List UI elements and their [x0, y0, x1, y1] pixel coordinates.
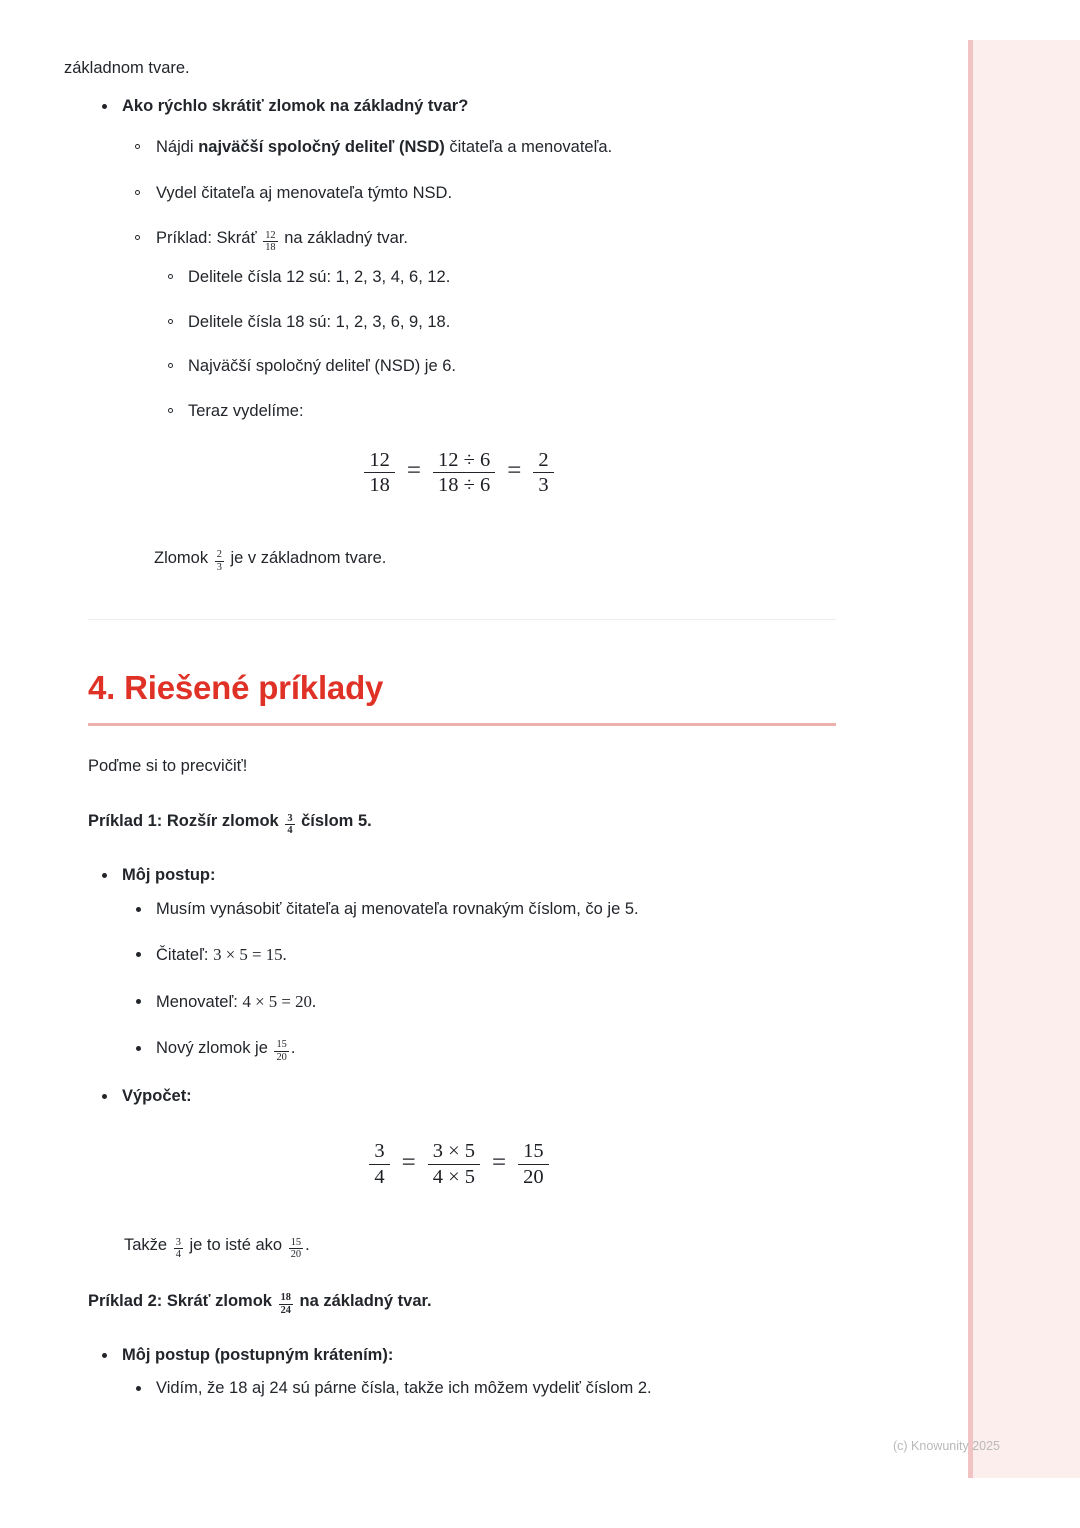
example-1-title-suffix: číslom 5. [296, 812, 372, 831]
substep-text: Delitele čísla 18 sú: 1, 2, 3, 6, 9, 18. [188, 312, 451, 331]
fraction-denominator: 4 [175, 1249, 181, 1261]
steps-list [122, 135, 836, 424]
fraction-numerator: 12 [265, 229, 276, 241]
list-item-step-divide [122, 181, 836, 206]
fraction-numerator: 12 [369, 448, 390, 471]
section-heading-underline [88, 723, 836, 726]
fraction-denominator: 18 ÷ 6 [433, 472, 495, 498]
conclusion-suffix: . [305, 1236, 310, 1255]
step-text: Vydel čitateľa aj menovateľa týmto NSD. [156, 183, 453, 202]
fraction-numerator: 12 ÷ 6 [437, 448, 491, 471]
list-item-moj-postup-1 [88, 863, 836, 1064]
bullet-heading-text: Ako rýchlo skrátiť zlomok na základný tvar? [122, 97, 469, 115]
formula-fraction-middle [428, 1139, 480, 1189]
fraction-denominator: 3 [533, 472, 553, 498]
fraction-denominator: 18 [265, 242, 276, 254]
document-body [88, 0, 836, 1422]
list-item-new-fraction [122, 1036, 836, 1064]
fraction-numerator: 15 [276, 1039, 287, 1051]
page-title-section-4: 4. Riešené príklady [88, 668, 384, 706]
example-1-title-prefix: Príklad 1: Rozšír zlomok [88, 812, 284, 831]
list-item-nsd-value [156, 354, 836, 379]
fraction-numerator: 3 [374, 1140, 385, 1163]
fraction-numerator: 3 × 5 [432, 1140, 476, 1163]
moj-postup-label: Môj postup (postupným krátením): [122, 1345, 394, 1364]
example-1-conclusion [124, 1233, 836, 1261]
formula-fraction-middle [433, 448, 495, 498]
list-item-step-multiply [122, 897, 836, 922]
example-2-steps-list [122, 1376, 836, 1401]
step-math: 4 × 5 = 20. [242, 992, 317, 1012]
fraction-denominator: 20 [518, 1164, 549, 1190]
conclusion-prefix: Takže [124, 1236, 172, 1255]
moj-postup-label: Môj postup: [122, 865, 216, 884]
equals-sign: = [492, 1148, 507, 1176]
step-bold: najväčší spoločný deliteľ (NSD) [198, 137, 445, 156]
fraction-numerator: 2 [538, 448, 549, 471]
list-item-moj-postup-2 [88, 1343, 836, 1402]
inline-fraction-18-24 [279, 1292, 293, 1316]
display-formula-expand-3-4 [82, 1139, 836, 1189]
fraction-denominator: 20 [290, 1249, 302, 1261]
step-math: 3 × 5 = 15. [213, 945, 287, 965]
formula-fraction-left [369, 1139, 389, 1189]
continuation-text: základnom tvare. [64, 59, 190, 77]
step-text: Vidím, že 18 aj 24 sú párne čísla, takže ich môžem vydeliť číslom 2. [156, 1379, 652, 1398]
closing-paragraph-basic-form [154, 546, 836, 574]
inline-fraction-12-18 [263, 230, 277, 254]
inline-fraction-3-4 [285, 813, 294, 837]
fraction-denominator: 24 [280, 1304, 291, 1316]
substep-text: Najväčší spoločný deliteľ (NSD) je 6. [188, 357, 456, 376]
example-1-list [88, 863, 836, 1109]
substep-text: Delitele čísla 12 sú: 1, 2, 3, 4, 6, 12. [188, 267, 451, 286]
example-2-list [88, 1343, 836, 1402]
example-1-steps-list [122, 897, 836, 1064]
step-label: Menovateľ: [156, 993, 243, 1012]
closing-prefix: Zlomok [154, 548, 213, 567]
list-item-denominator-calc [122, 989, 836, 1015]
list-item-numerator-calc [122, 942, 836, 968]
example-1-title [88, 809, 836, 837]
display-formula-reduce-12-18 [82, 448, 836, 498]
list-item-heading-question [88, 94, 836, 424]
fraction-numerator: 15 [523, 1140, 544, 1163]
section-divider [88, 619, 836, 620]
fraction-denominator: 4 × 5 [428, 1164, 480, 1190]
step-tail: . [290, 1038, 296, 1057]
conclusion-middle: je to isté ako [184, 1236, 287, 1255]
fraction-denominator: 3 [216, 561, 222, 573]
inline-fraction-3-4 [174, 1237, 183, 1261]
fraction-numerator: 3 [287, 812, 293, 824]
fraction-numerator: 18 [280, 1292, 291, 1304]
formula-fraction-right [518, 1139, 549, 1189]
example-2-title [88, 1289, 836, 1317]
list-item-example [122, 226, 836, 424]
watermark-copyright: (c) Knowunity 2025 [893, 1439, 1001, 1453]
example-prefix: Príklad: Skráť [156, 229, 262, 248]
fraction-denominator: 20 [276, 1051, 287, 1063]
fraction-numerator: 3 [175, 1236, 181, 1248]
list-item-step-nsd [122, 135, 836, 160]
prev-section-list [88, 94, 836, 424]
list-item-now-divide [156, 399, 836, 424]
substep-text: Teraz vydelíme: [188, 402, 304, 421]
equals-sign: = [401, 1148, 416, 1176]
formula-fraction-left [364, 448, 395, 498]
list-item-vypocet [88, 1084, 836, 1109]
fraction-denominator: 4 [369, 1164, 389, 1190]
list-item-even-numbers [122, 1376, 836, 1401]
inline-fraction-2-3 [215, 549, 224, 573]
step-suffix: čitateľa a menovateľa. [444, 137, 613, 156]
vypocet-label: Výpočet: [122, 1087, 192, 1106]
equals-sign: = [406, 457, 421, 485]
example-2-title-suffix: na základný tvar. [294, 1291, 432, 1310]
example-suffix: na základný tvar. [279, 229, 409, 248]
equals-sign: = [507, 457, 522, 485]
fraction-numerator: 2 [216, 549, 222, 561]
list-item-divisors-12 [156, 265, 836, 290]
section-intro-text: Poďme si to precvičiť! [88, 756, 248, 775]
step-text: Musím vynásobiť čitateľa aj menovateľa rovnakým číslom, čo je 5. [156, 899, 639, 918]
formula-fraction-right [533, 448, 553, 498]
step-label: Nový zlomok je [156, 1038, 273, 1057]
step-prefix: Nájdi [156, 137, 199, 156]
example-substeps-list [156, 265, 836, 424]
example-2-title-prefix: Príklad 2: Skráť zlomok [88, 1291, 277, 1310]
closing-suffix: je v základnom tvare. [225, 548, 387, 567]
step-label: Čitateľ: [156, 946, 214, 965]
fraction-numerator: 15 [290, 1236, 302, 1248]
inline-fraction-15-20 [289, 1237, 303, 1261]
inline-fraction-15-20 [274, 1039, 288, 1063]
fraction-denominator: 18 [364, 472, 395, 498]
fraction-denominator: 4 [287, 825, 293, 837]
list-item-divisors-18 [156, 310, 836, 335]
decorative-side-panel [968, 40, 1080, 1478]
